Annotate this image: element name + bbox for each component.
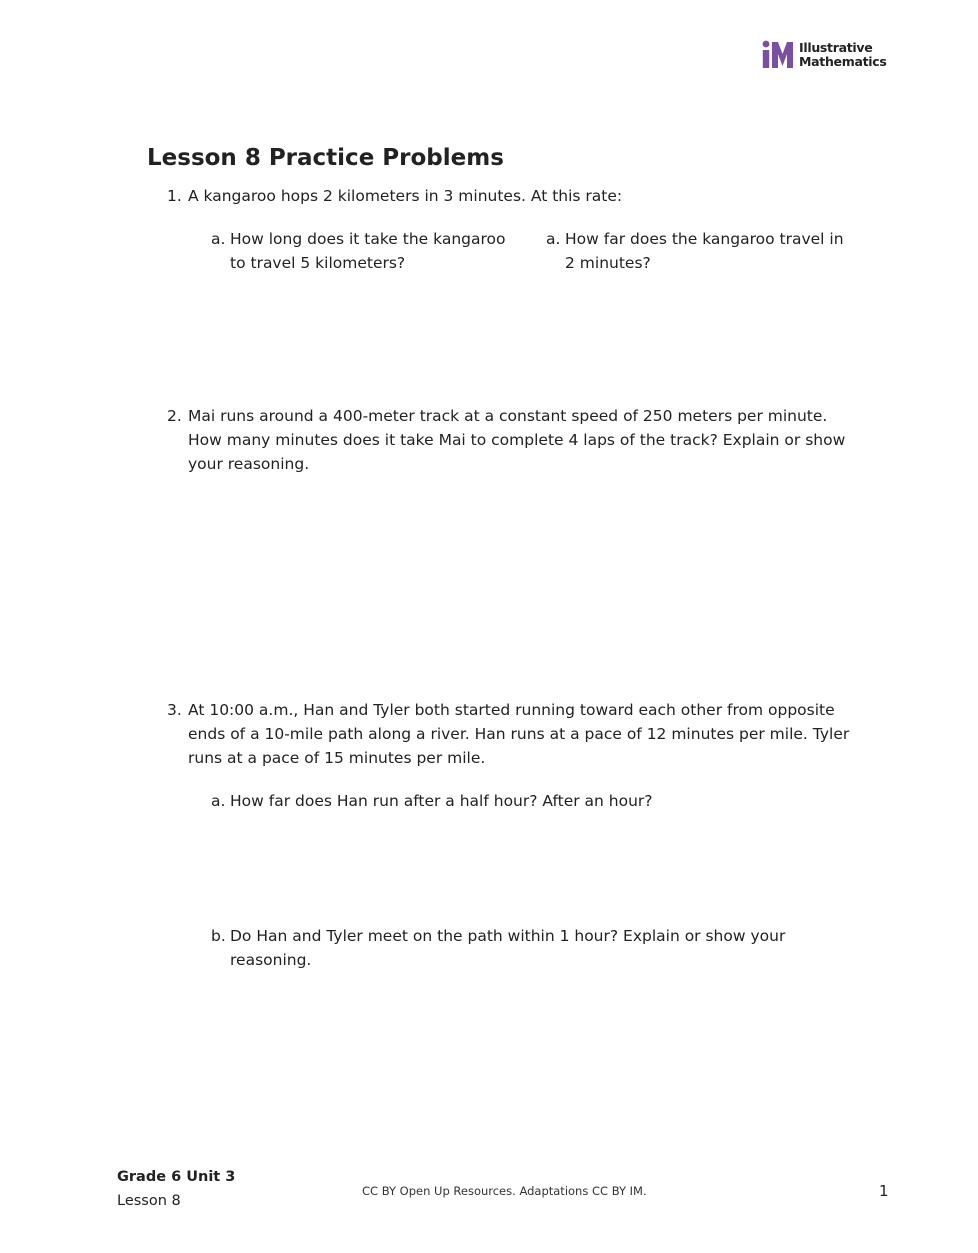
problem-1-part-b [546,227,856,275]
logo-wordmark [799,41,887,69]
problem-text: Mai runs around a 400-meter track at a constant speed of 250 meters per minute. How many minutes does it take Mai to complete 4 laps of the track? Explain or show your reasoning. [188,407,846,473]
problem-2 [167,404,857,476]
logo-i-stem [763,50,769,68]
part-letter: b. [211,927,226,945]
problem-text: A kangaroo hops 2 kilometers in 3 minutes. At this rate: [188,187,623,205]
problem-3-part-b [211,924,811,972]
problem-1 [167,184,857,208]
problem-3 [167,698,857,770]
logo-m-shape [772,42,793,68]
part-text: How long does it take the kangaroo to travel 5 kilometers? [230,230,506,272]
part-text: Do Han and Tyler meet on the path within 1 hour? Explain or show your reasoning. [230,927,786,969]
footer-lesson: Lesson 8 [117,1193,181,1209]
problem-number: 3. [167,701,182,719]
part-text: How far does Han run after a half hour? After an hour? [230,792,653,810]
footer-license: CC BY Open Up Resources. Adaptations CC BY IM. [362,1184,647,1198]
problem-3-part-a [211,789,851,813]
page-title: Lesson 8 Practice Problems [147,145,504,171]
im-logo-mark [762,40,794,70]
logo-line-2: Mathematics [799,54,887,69]
footer-grade-unit: Grade 6 Unit 3 [117,1169,236,1185]
im-logo [762,40,887,70]
problem-1-part-a [211,227,521,275]
problem-number: 1. [167,187,182,205]
problem-number: 2. [167,407,182,425]
part-letter: a. [211,230,226,248]
part-text: How far does the kangaroo travel in 2 minutes? [565,230,844,272]
page-number: 1 [879,1182,889,1200]
part-letter: a. [546,230,561,248]
part-letter: a. [211,792,226,810]
logo-dot [763,41,770,48]
logo-line-1: Illustrative [799,40,873,55]
problem-text: At 10:00 a.m., Han and Tyler both started running toward each other from opposite ends of a 10-mile path along a river. Han runs at a pace of 12 minutes per mile. Tyler runs at a pace of 15 minutes per mile. [188,701,850,767]
